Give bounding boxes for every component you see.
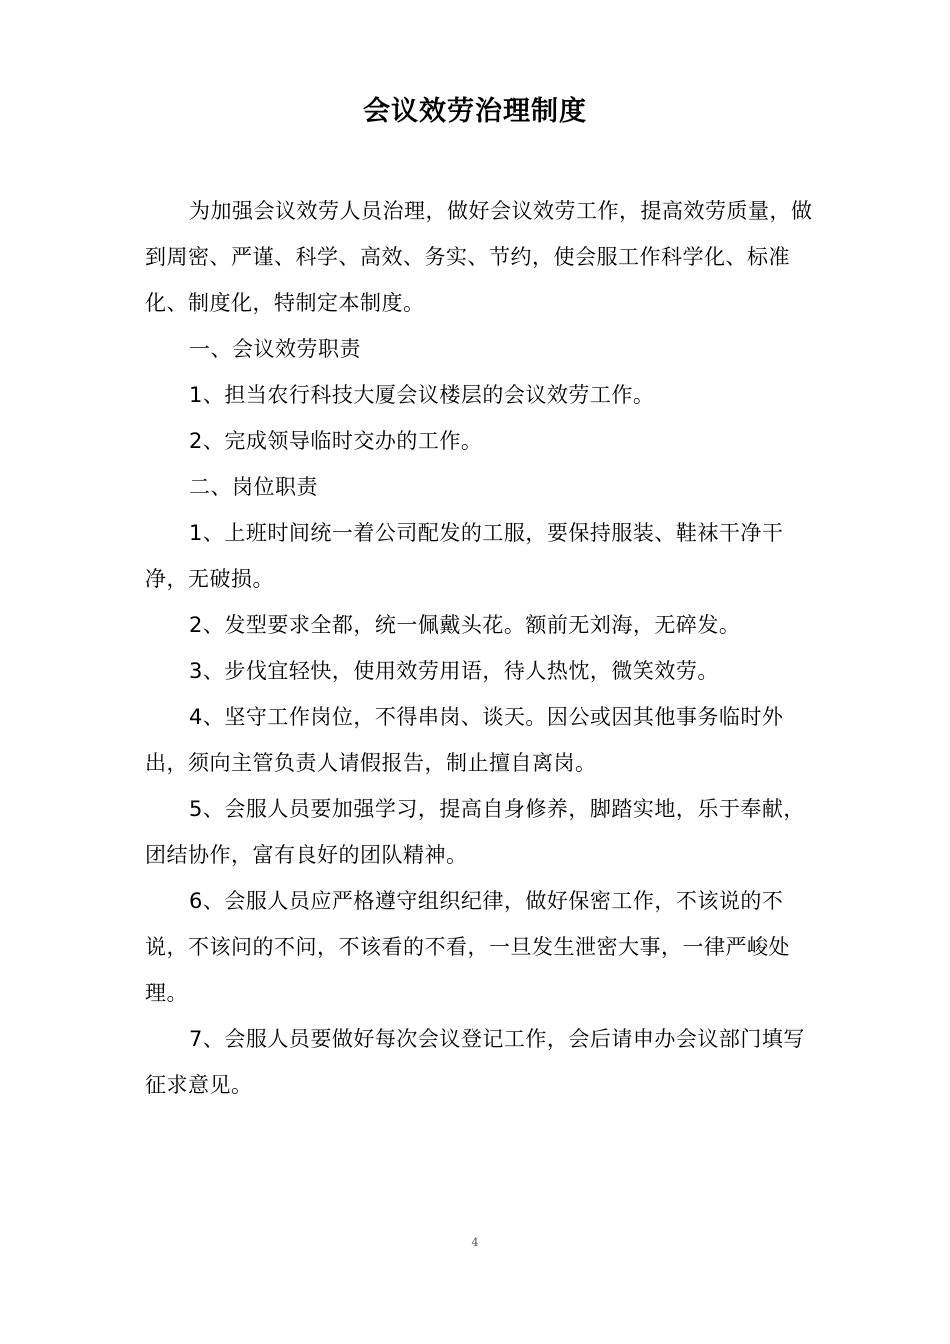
section-heading-meeting-duties: 一、会议效劳职责: [189, 337, 361, 361]
document-title: 会议效劳治理制度: [363, 96, 587, 127]
list-item: 7、会服人员要做好每次会议登记工作，会后请申办会议部门填写征求意见。: [145, 1027, 805, 1097]
list-item: 2、完成领导临时交办的工作。: [189, 429, 483, 453]
list-item: 3、步伐宜轻快，使用效劳用语，待人热忱，微笑效劳。: [189, 659, 719, 683]
list-item: 1、担当农行科技大厦会议楼层的会议效劳工作。: [189, 383, 655, 407]
list-item: 5、会服人员要加强学习，提高自身修养，脚踏实地，乐于奉献，团结协作，富有良好的团队精神。: [145, 797, 805, 867]
section-heading-post-duties: 二、岗位职责: [189, 475, 318, 499]
list-item: 4、坚守工作岗位，不得串岗、谈天。因公或因其他事务临时外出，须向主管负责人请假报告，制止擅自离岗。: [145, 705, 784, 775]
page-number: 4: [471, 1236, 479, 1249]
document-body: [145, 188, 825, 1108]
list-item: 6、会服人员应严格遵守组织纪律，做好保密工作，不该说的不说，不该问的不问，不该看的不看，一旦发生泄密大事，一律严峻处理。: [145, 889, 790, 1005]
list-item: 1、上班时间统一着公司配发的工服，要保持服装、鞋袜干净干净，无破损。: [145, 521, 784, 591]
intro-paragraph: 为加强会议效劳人员治理，做好会议效劳工作，提高效劳质量，做到周密、严谨、科学、高效、务实、节约，使会服工作科学化、标准化、制度化，特制定本制度。: [145, 199, 813, 315]
list-item: 2、发型要求全都，统一佩戴头花。额前无刘海，无碎发。: [189, 613, 741, 637]
